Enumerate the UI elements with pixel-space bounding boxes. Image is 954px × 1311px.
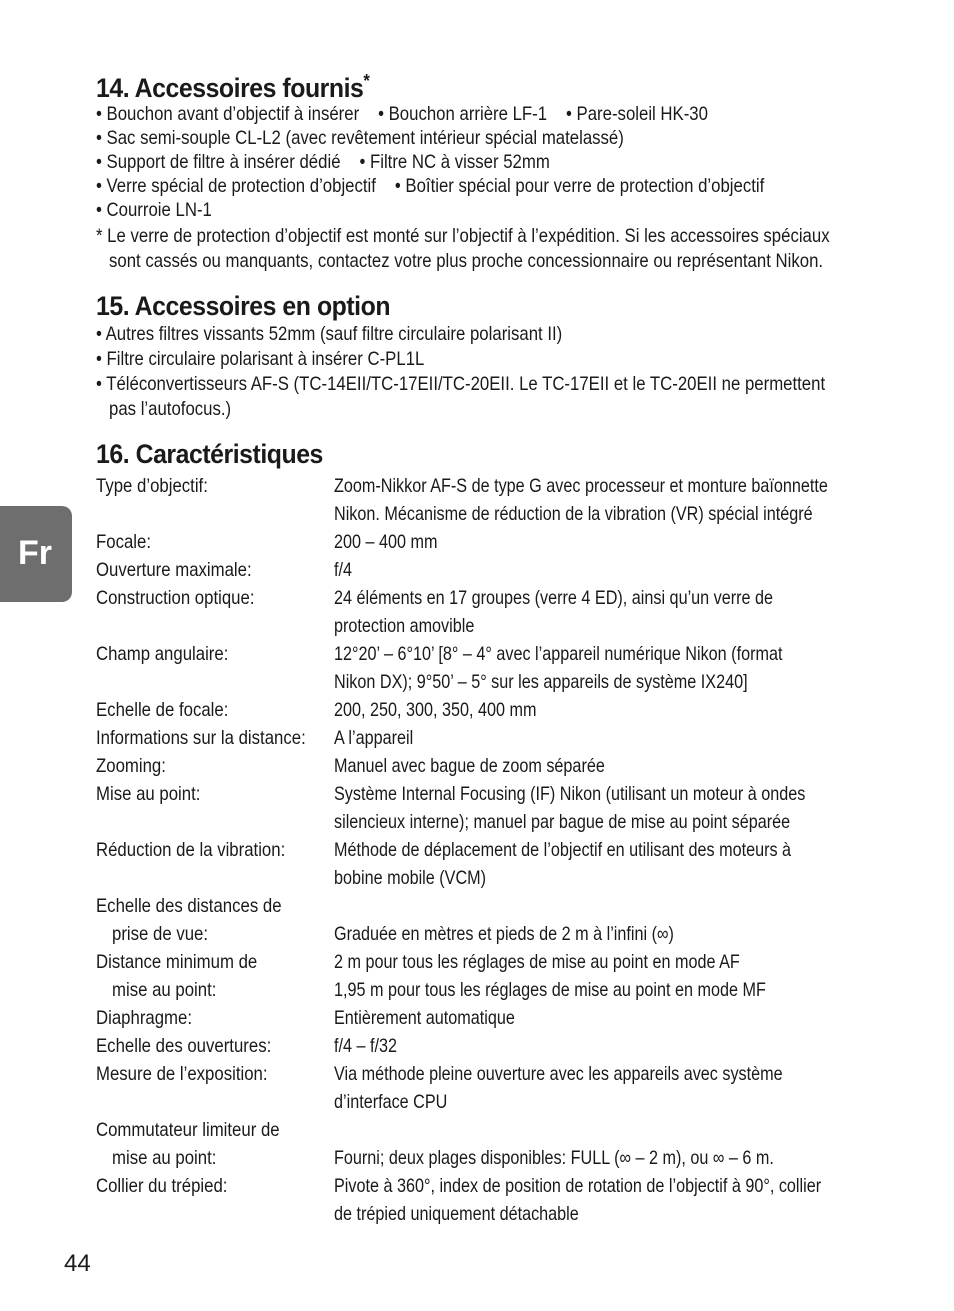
spec-value: 12°20’ – 6°10’ [8° – 4° avec l’appareil numérique Nikon (format <box>334 643 783 665</box>
spec-value: silencieux interne); manuel par bague de mise au point séparée <box>334 811 791 833</box>
spec-value: 1,95 m pour tous les réglages de mise au point en mode MF <box>334 979 766 1001</box>
option-line-2: • Filtre circulaire polarisant à insérer C-PL1L <box>96 348 425 370</box>
spec-label: Réduction de la vibration: <box>96 839 286 861</box>
spec-label: Echelle de focale: <box>96 699 229 721</box>
spec-label: Construction optique: <box>96 587 255 609</box>
spec-value: 200 – 400 mm <box>334 531 438 553</box>
spec-value: f/4 – f/32 <box>334 1035 397 1057</box>
accessory-item: • Boîtier spécial pour verre de protection d’objectif <box>394 175 765 197</box>
spec-label: mise au point: <box>112 1147 217 1169</box>
spec-label: Type d’objectif: <box>96 475 208 497</box>
spec-value: Système Internal Focusing (IF) Nikon (utilisant un moteur à ondes <box>334 783 806 805</box>
spec-value: protection amovible <box>334 615 475 637</box>
section-14-title <box>96 72 369 104</box>
footnote-line-1: * Le verre de protection d’objectif est monté sur l’objectif à l’expédition. Si les accessoires spéciaux <box>96 225 830 247</box>
section-14-footnote-mark: * <box>363 71 370 91</box>
option-line-1: • Autres filtres vissants 52mm (sauf filtre circulaire polarisant II) <box>96 323 563 345</box>
spec-label: Ouverture maximale: <box>96 559 252 581</box>
accessory-item: • Bouchon avant d’objectif à insérer <box>96 103 360 125</box>
accessory-line-4 <box>96 174 764 198</box>
spec-value: de trépied uniquement détachable <box>334 1203 579 1225</box>
spec-value: Nikon. Mécanisme de réduction de la vibration (VR) spécial intégré <box>334 503 813 525</box>
accessory-item: • Verre spécial de protection d’objectif <box>96 175 376 197</box>
accessory-item: • Filtre NC à visser 52mm <box>359 151 550 173</box>
spec-value: Zoom-Nikkor AF-S de type G avec processeur et monture baïonnette <box>334 475 828 497</box>
section-16-title: 16. Caractéristiques <box>96 439 323 469</box>
spec-label: Diaphragme: <box>96 1007 193 1029</box>
spec-value: Graduée en mètres et pieds de 2 m à l’infini (∞) <box>334 923 674 945</box>
spec-label: Zooming: <box>96 755 166 777</box>
spec-value: f/4 <box>334 559 353 581</box>
accessory-item: • Bouchon arrière LF-1 <box>378 103 548 125</box>
spec-label: Echelle des ouvertures: <box>96 1035 272 1057</box>
spec-label: Informations sur la distance: <box>96 727 306 749</box>
spec-label: prise de vue: <box>112 923 209 945</box>
accessory-line-1 <box>96 102 708 126</box>
spec-value: bobine mobile (VCM) <box>334 867 487 889</box>
accessory-item: • Pare-soleil HK-30 <box>566 103 708 125</box>
spec-value: Via méthode pleine ouverture avec les appareils avec système <box>334 1063 783 1085</box>
spec-label: Champ angulaire: <box>96 643 229 665</box>
spec-value: 24 éléments en 17 groupes (verre 4 ED), ainsi qu’un verre de <box>334 587 774 609</box>
accessory-line-2 <box>96 126 624 150</box>
section-14-title-text: 14. Accessoires fournis <box>96 73 364 103</box>
spec-value: A l’appareil <box>334 727 414 749</box>
spec-label: Mise au point: <box>96 783 201 805</box>
spec-value: Méthode de déplacement de l’objectif en utilisant des moteurs à <box>334 839 792 861</box>
spec-value: Fourni; deux plages disponibles: FULL (∞ – 2 m), ou ∞ – 6 m. <box>334 1147 774 1169</box>
spec-label: mise au point: <box>112 979 217 1001</box>
spec-value: Entièrement automatique <box>334 1007 515 1029</box>
option-line-3: • Téléconvertisseurs AF-S (TC-14EII/TC-17EII/TC-20EII. Le TC-17EII et le TC-20EII ne permettent <box>96 373 826 395</box>
spec-label: Commutateur limiteur de <box>96 1119 280 1141</box>
spec-value: 200, 250, 300, 350, 400 mm <box>334 699 537 721</box>
spec-label: Echelle des distances de <box>96 895 282 917</box>
accessory-item: • Courroie LN-1 <box>96 199 212 221</box>
spec-label: Distance minimum de <box>96 951 258 973</box>
accessory-line-5 <box>96 198 212 222</box>
accessory-item: • Support de filtre à insérer dédié <box>96 151 341 173</box>
accessory-line-3 <box>96 150 550 174</box>
footnote-line-2: sont cassés ou manquants, contactez votre plus proche concessionnaire ou représentant Nikon. <box>109 250 824 272</box>
spec-value: Manuel avec bague de zoom séparée <box>334 755 605 777</box>
spec-value: Nikon DX); 9°50’ – 5° sur les appareils de système IX240] <box>334 671 748 693</box>
spec-value: Pivote à 360°, index de position de rotation de l’objectif à 90°, collier <box>334 1175 822 1197</box>
spec-value: d’interface CPU <box>334 1091 448 1113</box>
spec-label: Collier du trépied: <box>96 1175 228 1197</box>
language-tab <box>0 506 72 602</box>
option-line-4: pas l’autofocus.) <box>109 398 232 420</box>
language-tab-label: Fr <box>18 534 52 572</box>
page-number: 44 <box>64 1250 91 1277</box>
spec-label: Mesure de l’exposition: <box>96 1063 268 1085</box>
spec-label: Focale: <box>96 531 151 553</box>
spec-value: 2 m pour tous les réglages de mise au point en mode AF <box>334 951 740 973</box>
section-15-title: 15. Accessoires en option <box>96 291 391 321</box>
accessory-item: • Sac semi-souple CL-L2 (avec revêtement intérieur spécial matelassé) <box>96 127 624 149</box>
